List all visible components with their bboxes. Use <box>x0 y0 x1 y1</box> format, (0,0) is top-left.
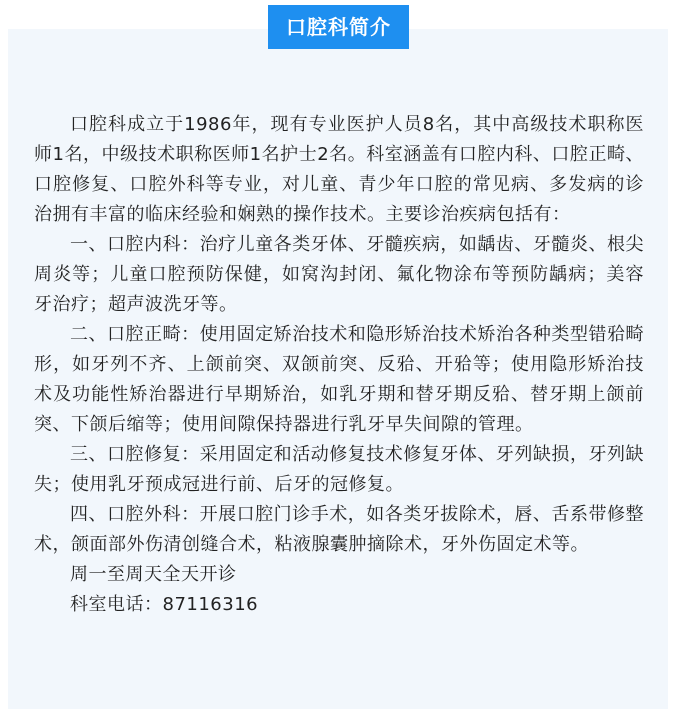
opening-hours: 周一至周天全天开诊 <box>70 564 237 585</box>
intro-paragraph: 口腔科成立于1986年，现有专业医护人员8名，其中高级技术职称医师1名，中级技术职称医师1名护士2名。科室涵盖有口腔内科、口腔正畸、口腔修复、口腔外科等专业，对儿童、青少年口腔的常见病、多发病的诊治拥有丰富的临床经验和娴熟的操作技术。主要诊治疾病包括有： <box>34 114 644 225</box>
section-orthodontics: 二、口腔正畸：使用固定矫治技术和隐形矫治技术矫治各种类型错𬌗畸形，如牙列不齐、上颌前突、双颌前突、反𬌗、开𬌗等；使用隐形矫治技术及功能性矫治器进行早期矫治，如乳牙期和替牙期反𬌗、替牙期上颌前突、下颌后缩等；使用间隙保持器进行乳牙早失间隙的管理。 <box>34 324 644 435</box>
page-title: 口腔科简介 <box>268 5 409 49</box>
article-body <box>34 110 644 620</box>
phone-label: 科室电话： <box>70 594 163 615</box>
section-oral-medicine: 一、口腔内科：治疗儿童各类牙体、牙髓疾病，如龋齿、牙髓炎、根尖周炎等；儿童口腔预防保健，如窝沟封闭、氟化物涂布等预防龋病；美容牙治疗；超声波洗牙等。 <box>34 234 644 315</box>
section-oral-surgery: 四、口腔外科：开展口腔门诊手术，如各类牙拔除术，唇、舌系带修整术，颌面部外伤清创缝合术，粘液腺囊肿摘除术，牙外伤固定术等。 <box>34 504 644 555</box>
section-prosthodontics: 三、口腔修复：采用固定和活动修复技术修复牙体、牙列缺损，牙列缺失；使用乳牙预成冠进行前、后牙的冠修复。 <box>34 444 644 495</box>
phone-line <box>34 590 644 620</box>
phone-number: 87116316 <box>162 594 259 615</box>
